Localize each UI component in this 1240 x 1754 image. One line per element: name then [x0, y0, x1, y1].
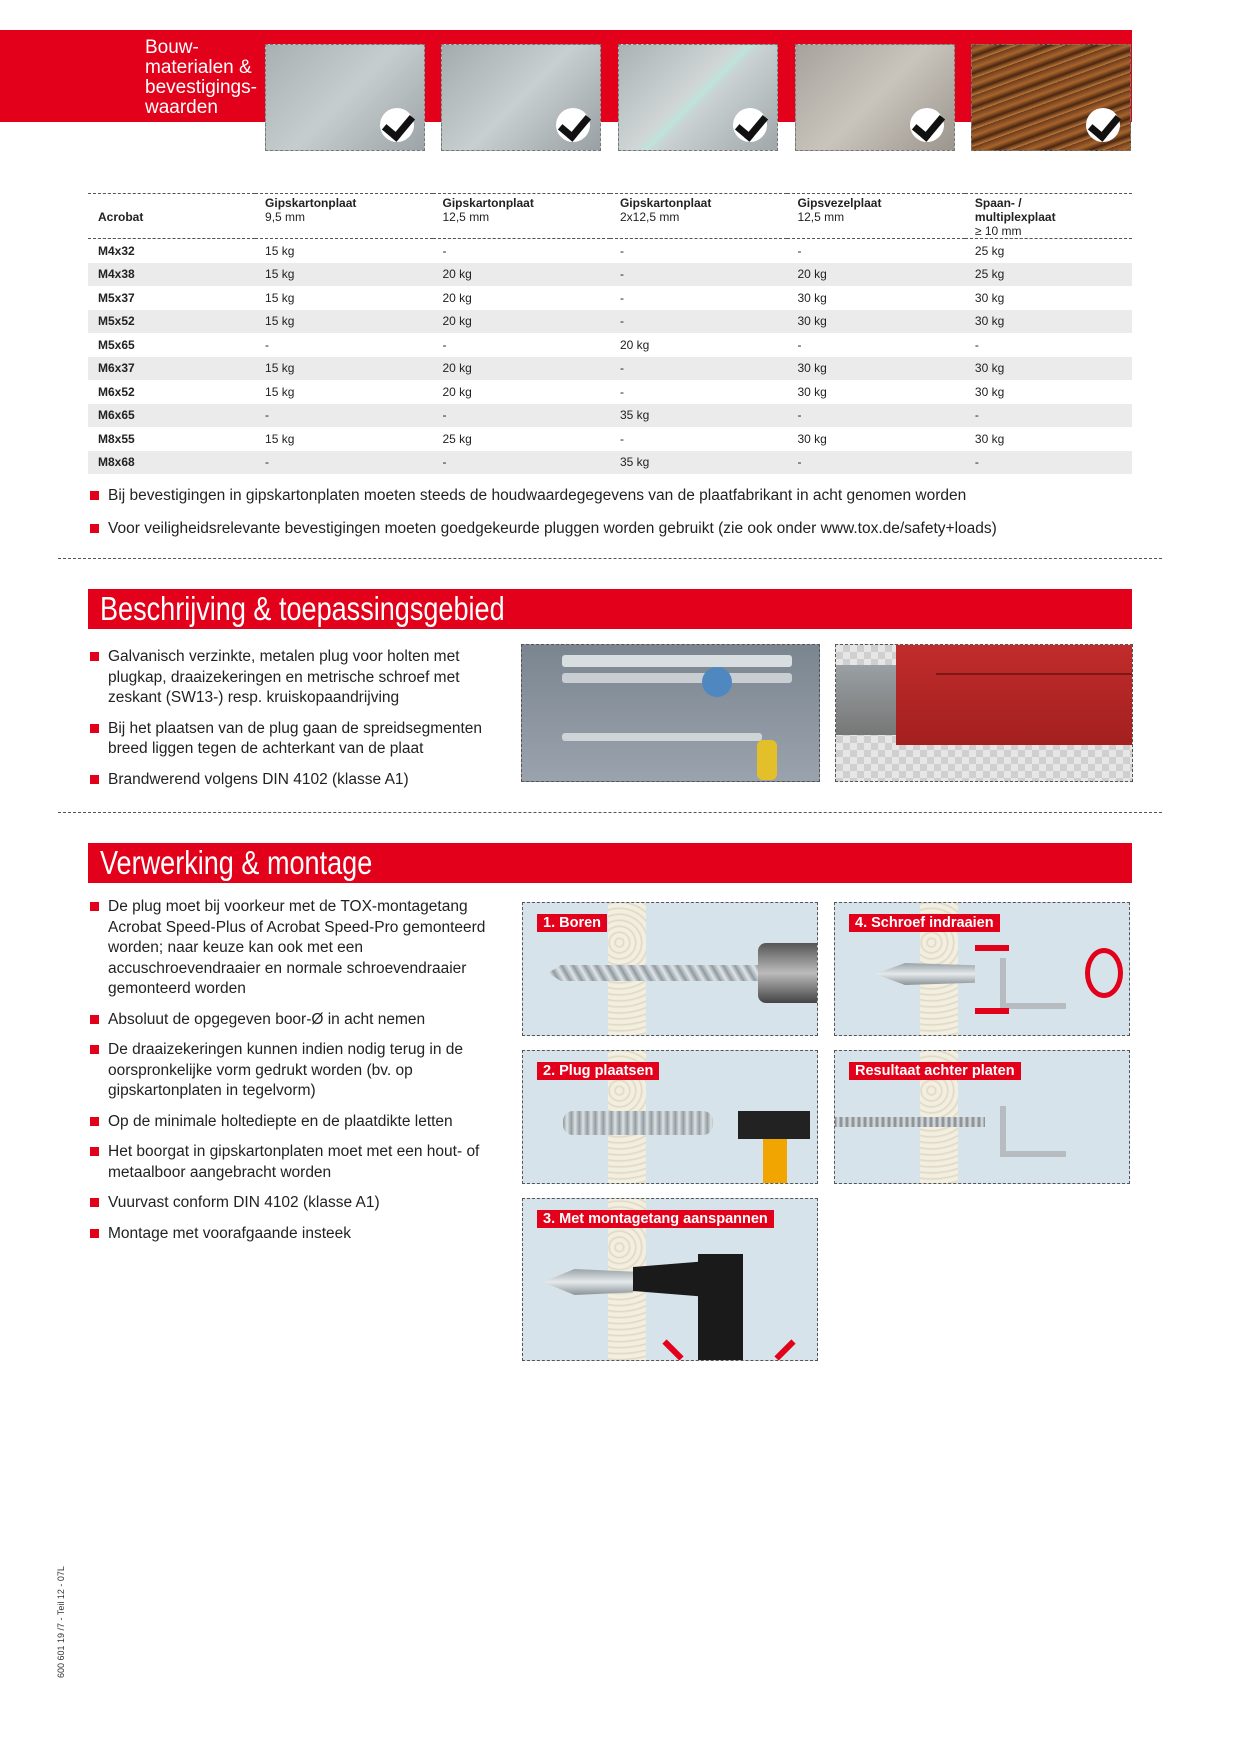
load-cell: -	[787, 451, 964, 475]
step-result	[834, 1050, 1130, 1184]
load-cell: 30 kg	[787, 310, 964, 334]
notes-list	[88, 479, 997, 545]
banner-title: Bouw- materialen & bevestigings- waarden	[145, 37, 257, 118]
load-cell: -	[797, 243, 802, 258]
load-cell: 30 kg	[797, 431, 827, 446]
table-header-unit: 12,5 mm	[442, 210, 490, 224]
load-cell: -	[265, 337, 270, 352]
table-row	[88, 380, 1132, 404]
table-header	[787, 194, 964, 239]
table-header	[88, 194, 255, 239]
step-label: 4. Schroef indraaien	[849, 914, 1000, 932]
load-cell: -	[619, 431, 624, 446]
hammer-graphic	[738, 1111, 810, 1139]
load-cell: -	[442, 243, 447, 258]
list-item: Het boorgat in gipskartonplaten moet met een hout- of metaalboor aangebracht worden	[88, 1142, 498, 1183]
load-cell: 35 kg	[610, 451, 787, 475]
table-row	[88, 404, 1132, 428]
load-cell: 30 kg	[965, 357, 1132, 381]
arrow-icon	[662, 1339, 683, 1360]
hammer-handle-graphic	[763, 1139, 787, 1184]
load-cell: 15 kg	[265, 243, 295, 258]
list-item: Op de minimale holtediepte en de plaatdikte letten	[88, 1112, 498, 1133]
list-item: Bij het plaatsen van de plug gaan de spreidsegmenten breed liggen tegen de achterkant van de plaat	[88, 719, 498, 760]
table-header-unit: ≥ 10 mm	[974, 224, 1022, 238]
step-label: 3. Met montagetang aanspannen	[537, 1210, 774, 1228]
table-row	[88, 263, 1132, 287]
table-header-label: Gipskartonplaat	[619, 196, 712, 210]
table-header	[965, 194, 1132, 239]
table-header-unit: 2x12,5 mm	[619, 210, 680, 224]
anchor-size-cell: M4x32	[98, 243, 135, 258]
table-header-label: Spaan- / multiplexplaat	[974, 196, 1056, 224]
load-table	[88, 193, 1132, 474]
load-cell: 35 kg	[610, 404, 787, 428]
load-cell: 30 kg	[787, 357, 964, 381]
divider	[58, 558, 1162, 559]
anchor-size-cell: M5x37	[98, 290, 135, 305]
load-cell: -	[965, 404, 1132, 428]
load-cell: 20 kg	[442, 290, 472, 305]
load-cell: -	[797, 337, 802, 352]
material-gypsum-fiber	[795, 44, 955, 151]
table-row	[88, 357, 1132, 381]
table-header-unit: 12,5 mm	[797, 210, 845, 224]
arrow-icon	[975, 1008, 1009, 1014]
material-gypsum-12-5	[441, 44, 601, 151]
list-item: Galvanisch verzinkte, metalen plug voor holten met plugkap, draaizekeringen en metrische schroef met zeskant (SW13-) resp. kruiskopaandrijving	[88, 647, 498, 709]
note-item: Bij bevestigingen in gipskartonplaten moeten steeds de houdwaardegegevens van de plaatfabrikant in acht genomen worden	[88, 479, 997, 512]
processing-list	[88, 897, 498, 1254]
hook-graphic	[1000, 1106, 1066, 1157]
list-item: Brandwerend volgens DIN 4102 (klasse A1)	[88, 770, 498, 791]
table-row	[88, 286, 1132, 310]
load-cell: -	[619, 290, 624, 305]
load-cell: 20 kg	[433, 263, 610, 287]
table-row	[88, 310, 1132, 334]
load-cell: 20 kg	[433, 357, 610, 381]
table-header-label: Gipskartonplaat	[442, 196, 534, 210]
table-header	[433, 194, 610, 239]
anchor-graphic	[543, 1269, 633, 1295]
check-icon	[1086, 108, 1120, 142]
processing-header	[88, 843, 1132, 883]
load-cell: -	[619, 384, 624, 399]
load-cell: 15 kg	[265, 290, 295, 305]
divider	[58, 812, 1162, 813]
material-gypsum-9-5	[265, 44, 425, 151]
check-icon	[380, 108, 414, 142]
load-cell: -	[255, 451, 432, 475]
list-item: De plug moet bij voorkeur met de TOX-montagetang Acrobat Speed-Plus of Acrobat Speed-Pro gemonteerd worden; naar keuze kan ook met een accuschroevendraaier en normale schroevendraaier gemonteerd worden	[88, 897, 498, 1000]
load-cell: 25 kg	[965, 263, 1132, 287]
anchor-graphic	[875, 963, 975, 985]
load-cell: -	[965, 451, 1132, 475]
check-icon	[733, 108, 767, 142]
load-cell: -	[433, 451, 610, 475]
list-item: De draaizekeringen kunnen indien nodig terug in de oorspronkelijke vorm gedrukt worden (bv. op gipskartonplaten in tegelvorm)	[88, 1040, 498, 1102]
table-header	[610, 194, 787, 239]
load-cell: 25 kg	[442, 431, 472, 446]
load-cell: -	[442, 337, 447, 352]
table-header-label: Acrobat	[98, 210, 144, 224]
load-cell: 30 kg	[797, 290, 827, 305]
screw-graphic	[835, 1117, 985, 1127]
load-cell: 20 kg	[442, 384, 472, 399]
arrow-icon	[975, 945, 1009, 951]
load-cell: 30 kg	[974, 290, 1005, 305]
material-gypsum-2x12-5	[618, 44, 778, 151]
load-cell: 30 kg	[974, 384, 1005, 399]
load-cell: -	[433, 404, 610, 428]
load-cell: 15 kg	[265, 431, 295, 446]
anchor-size-cell: M8x68	[88, 451, 255, 475]
step-screwing	[834, 902, 1130, 1036]
step-placing	[522, 1050, 818, 1184]
load-cell: -	[610, 310, 787, 334]
anchor-size-cell: M6x52	[98, 384, 135, 399]
note-item: Voor veiligheidsrelevante bevestigingen moeten goedgekeurde pluggen worden gebruikt (zie ook onder www.tox.de/safety+loads)	[88, 512, 997, 545]
load-cell: -	[787, 404, 964, 428]
load-cell: 20 kg	[433, 310, 610, 334]
section-title: Verwerking & montage	[100, 844, 373, 881]
anchor-size-cell: M6x65	[88, 404, 255, 428]
step-tensioning	[522, 1198, 818, 1361]
load-cell: -	[255, 404, 432, 428]
rotate-arrow-icon	[1085, 948, 1123, 998]
table-row	[88, 333, 1132, 357]
plug-graphic	[563, 1111, 713, 1135]
arrow-icon	[774, 1339, 795, 1360]
load-cell: 30 kg	[965, 310, 1132, 334]
load-cell: 25 kg	[974, 243, 1005, 258]
table-row	[88, 239, 1132, 263]
anchor-size-cell: M6x37	[88, 357, 255, 381]
load-cell: 20 kg	[619, 337, 650, 352]
drill-chuck-graphic	[758, 943, 818, 1003]
load-cell: 30 kg	[974, 431, 1005, 446]
section-title: Beschrijving & toepassingsgebied	[100, 590, 505, 627]
step-label: 2. Plug plaatsen	[537, 1062, 659, 1080]
pliers-handle-graphic	[698, 1254, 743, 1361]
table-header	[255, 194, 432, 239]
load-cell: -	[610, 263, 787, 287]
table-row	[88, 451, 1132, 475]
table-header-label: Gipsvezelplaat	[797, 196, 882, 210]
drill-bit-graphic	[548, 965, 763, 981]
hook-graphic	[1000, 958, 1066, 1009]
anchor-size-cell: M4x38	[88, 263, 255, 287]
anchor-size-cell: M8x55	[98, 431, 135, 446]
list-item: Absoluut de opgegeven boor-Ø in acht nemen	[88, 1010, 498, 1031]
load-cell: 15 kg	[255, 263, 432, 287]
step-drilling	[522, 902, 818, 1036]
table-header-label: Gipskartonplaat	[265, 196, 357, 210]
load-cell: -	[610, 357, 787, 381]
step-label: Resultaat achter platen	[849, 1062, 1021, 1080]
load-cell: -	[619, 243, 624, 258]
photo-kitchen-cabinets	[835, 644, 1133, 782]
table-row	[88, 427, 1132, 451]
check-icon	[910, 108, 944, 142]
load-cell: -	[974, 337, 979, 352]
load-cell: 30 kg	[797, 384, 827, 399]
table-header-unit: 9,5 mm	[265, 210, 306, 224]
description-header	[88, 589, 1132, 629]
load-cell: 15 kg	[255, 357, 432, 381]
step-label: 1. Boren	[537, 914, 607, 932]
description-list	[88, 647, 498, 800]
load-cell: 15 kg	[265, 384, 295, 399]
load-cell: 15 kg	[255, 310, 432, 334]
footer-code: 600 601 19 /7 - Teil 12 - 07L	[56, 1566, 66, 1678]
list-item: Vuurvast conform DIN 4102 (klasse A1)	[88, 1193, 498, 1214]
anchor-size-cell: M5x65	[98, 337, 135, 352]
check-icon	[556, 108, 590, 142]
anchor-size-cell: M5x52	[88, 310, 255, 334]
material-chipboard	[971, 44, 1131, 151]
list-item: Montage met voorafgaande insteek	[88, 1224, 498, 1245]
load-cell: 20 kg	[787, 263, 964, 287]
photo-coat-rack	[521, 644, 820, 782]
